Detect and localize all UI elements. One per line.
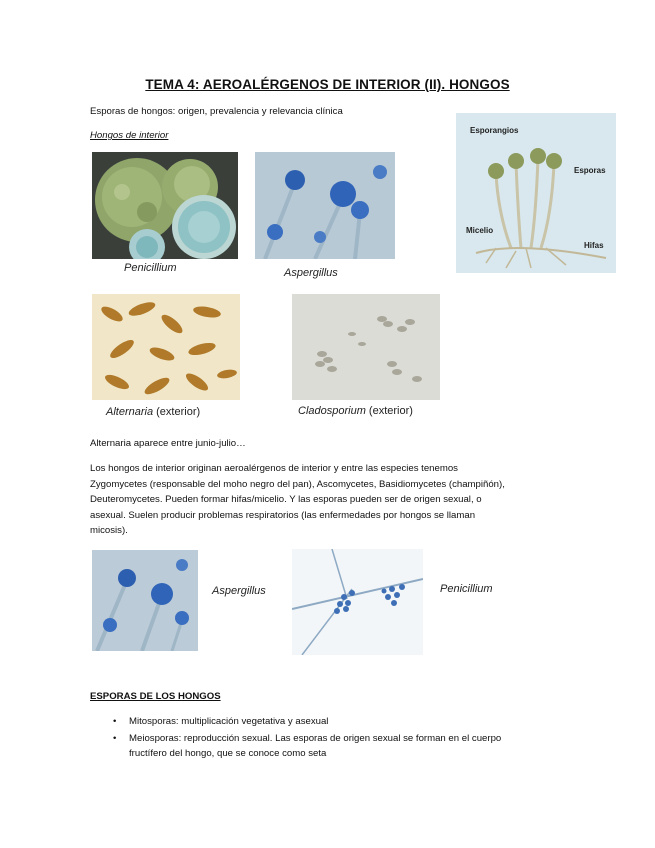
list-item-text: Mitosporas: multiplicación vegetativa y asexual [129,716,329,727]
diagram-label-micelio: Micelio [466,226,494,235]
fungus-structure-diagram [456,113,616,273]
caption-penicillium-bottom: Penicillium [440,583,493,595]
spores-heading: ESPORAS DE LOS HONGOS [90,691,221,702]
paragraph-line: Los hongos de interior originan aeroalérgenos de interior y entre las especies tenemos [90,463,458,474]
bullet-marker: • [113,716,117,727]
penicillium-bottom-photo [292,549,423,655]
diagram-label-esporangios: Esporangios [470,126,519,135]
bullet-marker: • [113,732,117,744]
paragraph-line: asexual. Suelen producir problemas respiratorios (las enfermedades por hongos se llaman [90,509,476,521]
page-title: TEMA 4: AEROALÉRGENOS DE INTERIOR (II). HONGOS [145,77,510,92]
caption-aspergillus-bottom: Aspergillus [212,585,266,597]
caption-alternaria: Alternaria [106,406,154,418]
caption-cladosporium-suffix: (exterior) [365,405,413,417]
list-item-text: Meiosporas: reproducción sexual. Las esporas de origen sexual se forman en el cuerpo [129,732,502,744]
alternaria-microscope-photo [92,294,240,400]
spores-list [113,714,589,762]
cladosporium-microscope-photo [292,294,440,400]
caption-cladosporium: Cladosporium [298,405,366,417]
subtitle: Esporas de hongos: origen, prevalencia y relevancia clínica [90,106,343,117]
caption-alternaria-suffix: (exterior) [153,406,201,418]
caption-penicillium-top: Penicillium [124,262,177,274]
section-label: Hongos de interior [90,130,169,141]
list-item [113,731,589,762]
diagram-label-hifas: Hifas [584,241,604,250]
alternaria-note: Alternaria aparece entre junio-julio… [90,438,246,449]
diagram-label-esporas: Esporas [574,166,606,175]
paragraph-line: micosis). [90,525,128,536]
list-item-text-continuation: fructífero del hongo, que se conoce como seta [129,748,327,759]
penicillium-colony-photo [92,152,238,259]
intro-paragraph [90,461,590,539]
aspergillus-bottom-photo [92,550,198,651]
aspergillus-microscope-photo [255,152,395,259]
list-item [113,714,589,730]
caption-aspergillus-top: Aspergillus [284,267,338,279]
paragraph-line: Zygomycetes (responsable del moho negro del pan), Ascomycetes, Basidiomycetes (champiñón), [90,478,505,490]
paragraph-line: Deuteromycetes. Pueden formar hifas/micelio. Y las esporas pueden ser de origen sexual, o [90,494,482,505]
